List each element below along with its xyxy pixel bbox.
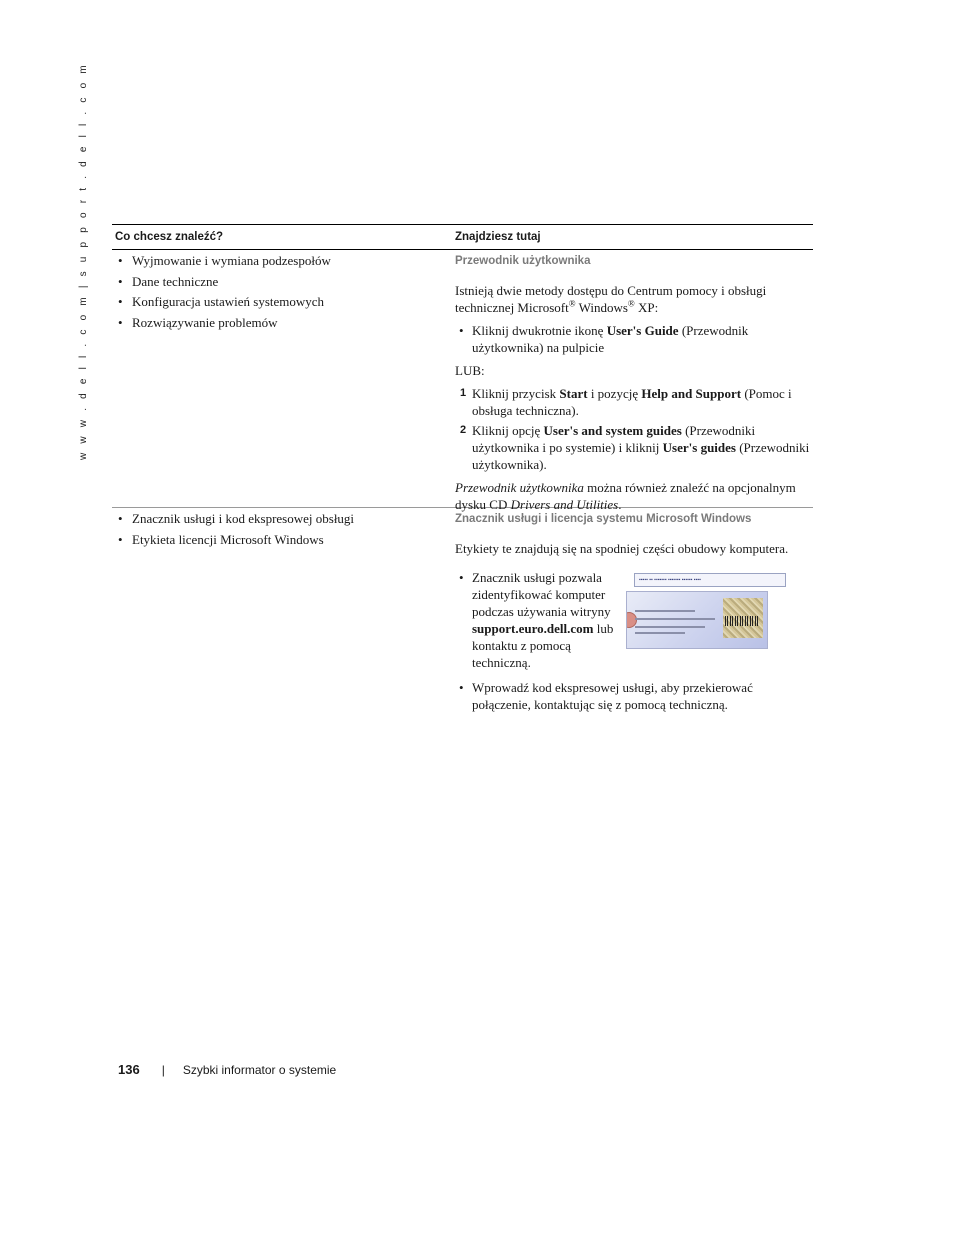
list-item: • Znacznik usługi i kod ekspresowej obsługi (118, 511, 455, 527)
label-list (455, 569, 622, 675)
page-footer (118, 1062, 336, 1077)
sidebar-url: w w w . d e l l . c o m | s u p p o r t . d e l l . c o m (78, 62, 89, 460)
info-table (112, 224, 813, 719)
method-list (455, 322, 813, 356)
table-row (112, 508, 813, 719)
label-line (635, 618, 715, 620)
footer-separator: | (161, 1062, 165, 1077)
table-header (112, 225, 813, 249)
section-title: Znacznik usługi i licencja systemu Microsoft Windows (455, 513, 752, 525)
or-text: LUB: (455, 363, 485, 378)
row-sources (455, 509, 813, 719)
row-sources (455, 251, 813, 512)
list-item: • Etykieta licencji Microsoft Windows (118, 532, 455, 548)
label-line (635, 610, 695, 612)
barcode-icon (725, 616, 759, 626)
section-title: Przewodnik użytkownika (455, 255, 591, 267)
intro-text: Istnieją dwie metody dostępu do Centrum pomocy i obsługi technicznej Microsoft® Windows® XP: (455, 283, 767, 315)
header-col-what: Co chcesz znaleźć? (115, 231, 224, 243)
service-tag-label-image (622, 571, 792, 653)
topic-list (112, 253, 455, 331)
list-item: • Znacznik usługi pozwala zidentyfikować komputer podczas używania witryny support.euro.dell.com lub kontaktu z pomocą techniczną. (459, 569, 622, 671)
intro-text: Etykiety te znajdują się na spodniej części obudowy komputera. (455, 541, 789, 556)
list-item: • Wyjmowanie i wymiana podzespołów (118, 253, 455, 269)
label-line (635, 632, 685, 634)
header-col-where: Znajdziesz tutaj (455, 231, 541, 243)
step-item: 1 Kliknij przycisk Start i pozycję Help and Support (Pomoc i obsługa techniczna). (460, 386, 792, 418)
label-row (455, 569, 813, 675)
page-number: 136 (118, 1062, 140, 1077)
windows-license-card (626, 591, 768, 649)
footer-title: Szybki informator o systemie (182, 1062, 337, 1077)
row-topics (112, 509, 455, 719)
list-item: • Dane techniczne (118, 274, 455, 290)
list-item: • Kliknij dwukrotnie ikonę User's Guide (Przewodnik użytkownika) na pulpicie (459, 322, 813, 356)
list-item: • Wprowadź kod ekspresowej usługi, aby przekierować połączenie, kontaktując się z pomocą techniczną. (459, 679, 813, 713)
list-item: • Konfiguracja ustawień systemowych (118, 294, 455, 310)
steps-list (455, 385, 813, 473)
row-topics (112, 251, 455, 507)
label-list (455, 679, 813, 713)
topic-list (112, 511, 455, 548)
table-row (112, 250, 813, 512)
service-tag-strip: ▪▪▪▪▪ ▪▪ ▪▪▪▪▪▪▪ ▪▪▪▪▪▪▪ ▪▪▪▪▪▪ ▪▪▪▪ (634, 573, 786, 587)
list-item: • Rozwiązywanie problemów (118, 315, 455, 331)
label-line (635, 626, 705, 628)
note-text: Przewodnik użytkownika można również znaleźć na opcjonalnym dysku CD Drivers and Utilities. (455, 480, 796, 512)
step-item: 2 Kliknij opcję User's and system guides (Przewodniki użytkownika i po systemie) i kliknij User's guides (Przewodniki użytkownika). (460, 423, 810, 472)
